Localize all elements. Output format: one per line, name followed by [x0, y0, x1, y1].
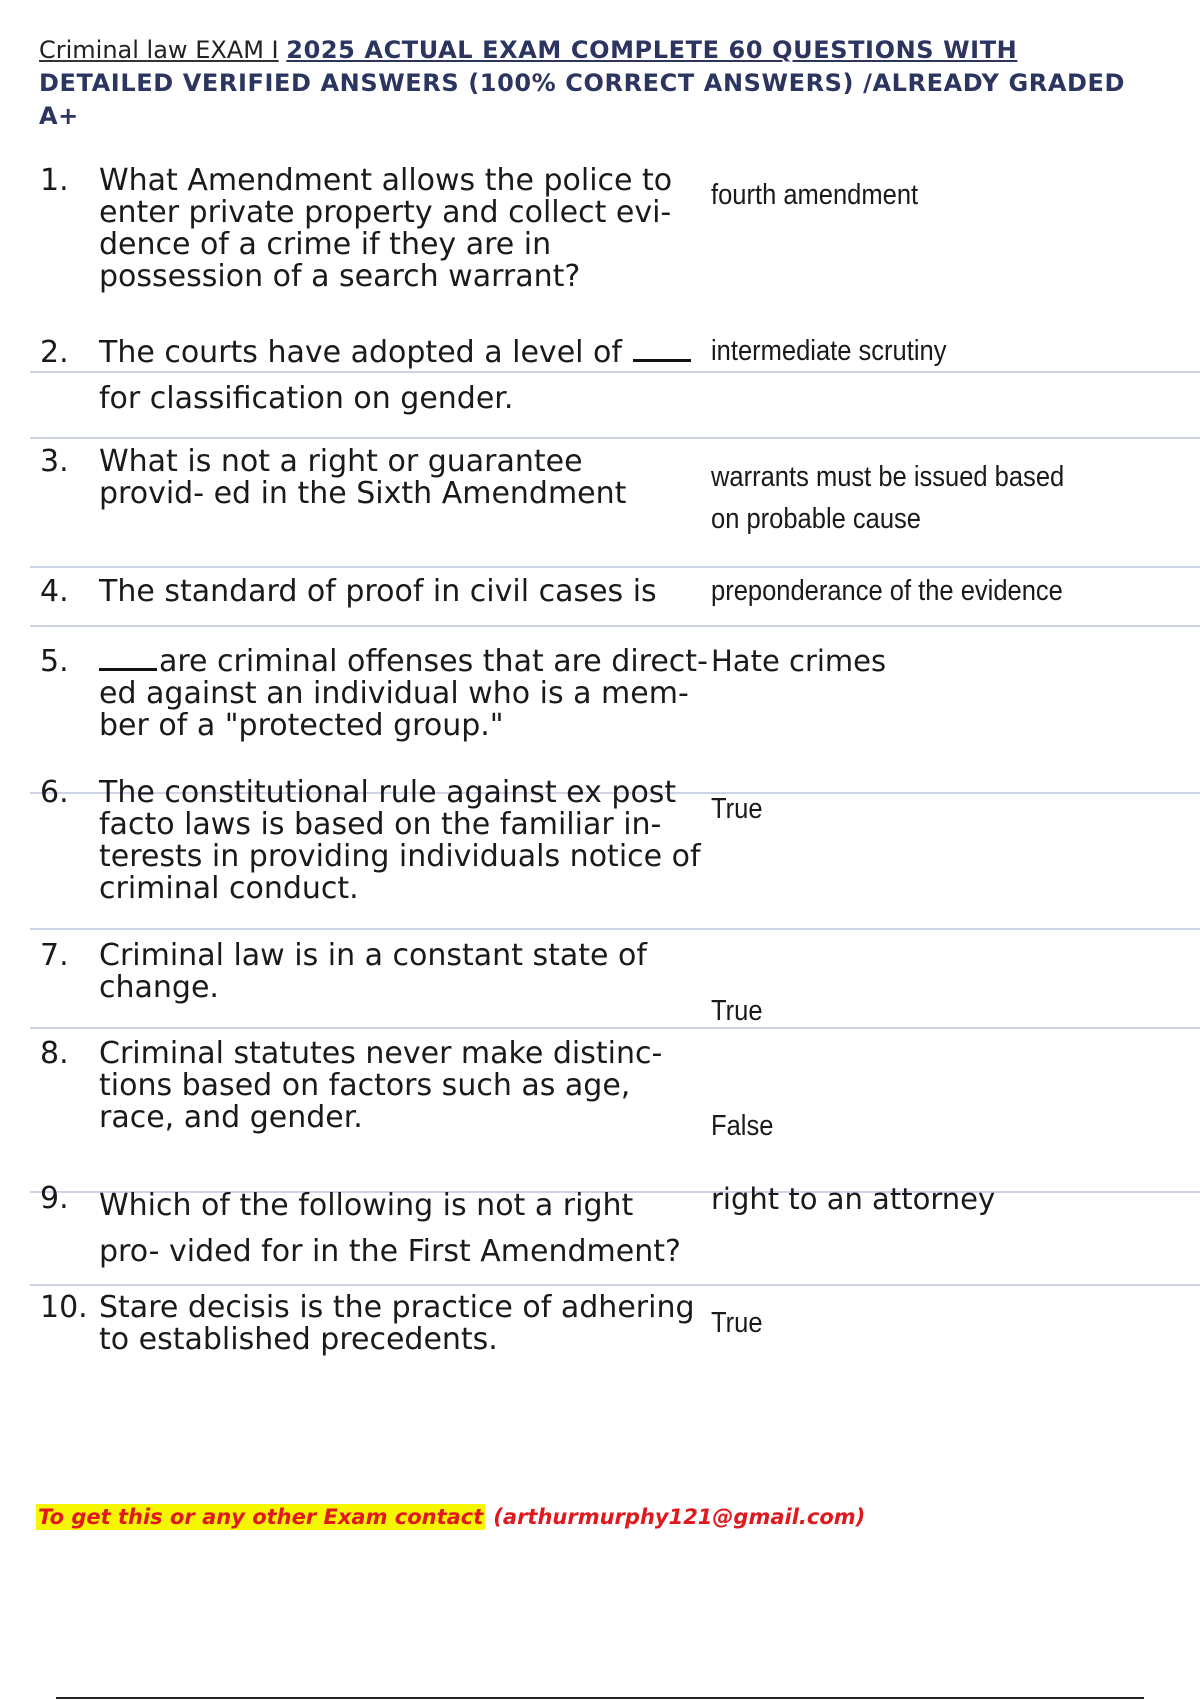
page-bottom-divider	[56, 1697, 1144, 1699]
question-text: Criminal statutes never make distinc- tions based on factors such as age, race, and gender.	[99, 1036, 663, 1135]
answer-text: right to an attorney	[711, 1182, 996, 1216]
question-number: 1.	[40, 163, 69, 198]
question-text: What Amendment allows the police to enter private property and collect evi- dence of a crime if they are in possession of a search warrant?	[99, 163, 673, 294]
question-text: Which of the following is not a right pro- vided for in the First Amendment?	[99, 1188, 681, 1269]
row-divider	[30, 928, 1200, 930]
question-text	[99, 646, 709, 742]
row-divider	[30, 1027, 1200, 1029]
question-number: 7.	[40, 938, 69, 973]
document-title	[39, 34, 1159, 133]
answer-text: warrants must be issued based on probable cause	[711, 461, 1065, 535]
answer-text: True	[711, 793, 763, 825]
question-text-body: are criminal offenses that are direct- ed against an individual who is a mem- ber of a "protected group."	[99, 644, 708, 743]
question-text: Criminal law is in a constant state of change.	[99, 938, 647, 1005]
question-number: 10.	[40, 1290, 88, 1325]
title-lead: Criminal law EXAM I	[39, 36, 279, 64]
contact-email-link[interactable]: (arthurmurphy121@gmail.com)	[493, 1505, 866, 1529]
question-number: 2.	[40, 335, 69, 370]
row-divider	[30, 1284, 1200, 1286]
fill-in-blank	[633, 359, 691, 362]
title-bold-rest: DETAILED VERIFIED ANSWERS (100% CORRECT ANSWERS) /ALREADY GRADED A+	[39, 69, 1126, 130]
question-number: 3.	[40, 444, 69, 479]
row-divider	[30, 437, 1200, 439]
fill-in-blank	[99, 668, 157, 671]
question-text: The standard of proof in civil cases is	[99, 574, 657, 609]
question-text	[99, 337, 709, 369]
question-text-after: for classification on gender.	[99, 381, 514, 416]
answer-text: Hate crimes	[711, 644, 887, 678]
answer-text: True	[711, 995, 763, 1027]
answer-text: preponderance of the evidence	[711, 575, 1063, 607]
row-divider	[30, 566, 1200, 568]
answer-text: intermediate scrutiny	[711, 335, 947, 367]
question-number: 8.	[40, 1036, 69, 1071]
title-bold-line1: 2025 ACTUAL EXAM COMPLETE 60 QUESTIONS WITH	[286, 36, 1018, 64]
row-divider	[30, 625, 1200, 627]
answer-text: fourth amendment	[711, 179, 919, 211]
question-number: 9.	[40, 1181, 69, 1216]
row-divider	[30, 371, 1200, 373]
contact-footer	[36, 1505, 865, 1529]
contact-highlight-text: To get this or any other Exam contact	[38, 1505, 484, 1529]
question-number: 4.	[40, 574, 69, 609]
answer-text: False	[711, 1110, 774, 1142]
question-text: What is not a right or guarantee provid- ed in the Sixth Amendment	[99, 444, 627, 511]
question-text: The constitutional rule against ex post facto laws is based on the familiar in- terests in providing individuals notice of criminal conduct.	[99, 775, 701, 906]
question-number: 5.	[40, 644, 69, 679]
answer-text: True	[711, 1307, 763, 1339]
question-text: Stare decisis is the practice of adhering to established precedents.	[99, 1290, 695, 1357]
question-number: 6.	[40, 775, 69, 810]
question-text-before: The courts have adopted a level of	[99, 335, 622, 370]
